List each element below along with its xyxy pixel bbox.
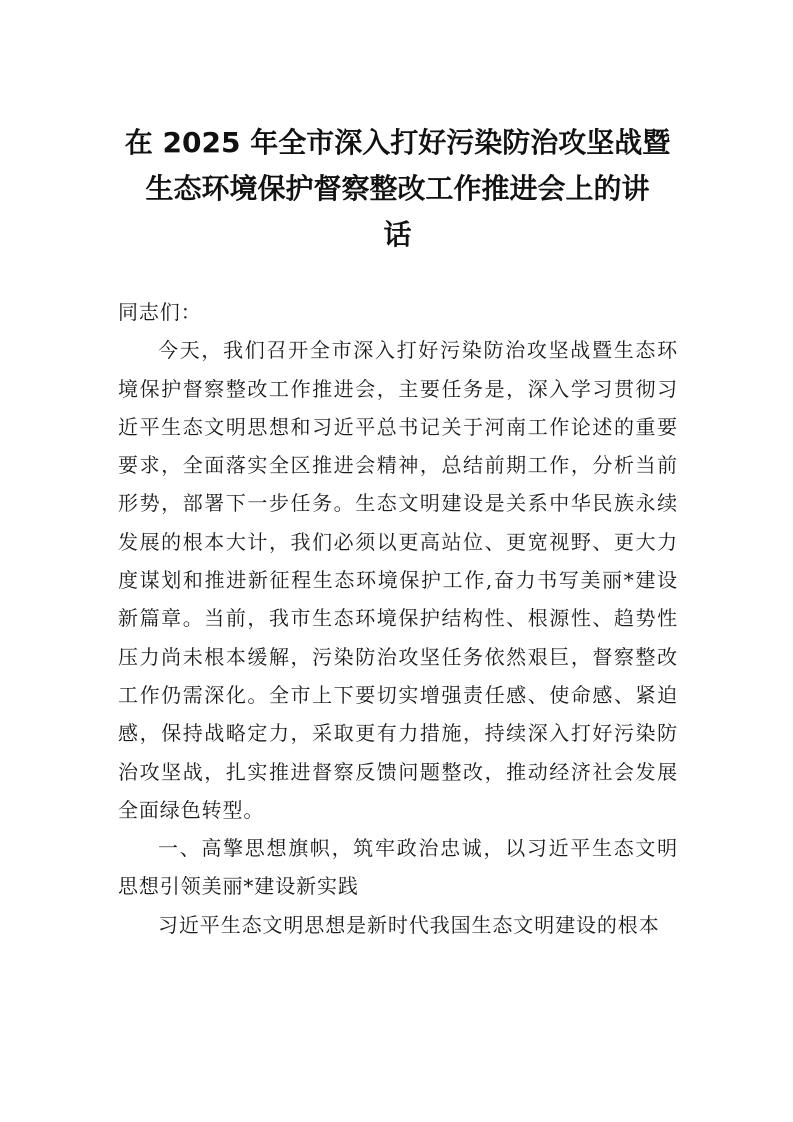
document-title <box>110 120 685 258</box>
title-line-1: 在 2025 年全市深入打好污染防治攻坚战暨 <box>124 126 671 159</box>
title-line-2: 生态环境保护督察整改工作推进会上的讲 <box>145 172 650 205</box>
document-body <box>118 293 678 944</box>
title-line-3: 话 <box>383 218 412 251</box>
section-heading-1: 一、高擎思想旗帜，筑牢政治忠诚，以习近平生态文明思想引领美丽*建设新实践 <box>118 836 678 899</box>
paragraph-intro: 今天，我们召开全市深入打好污染防治攻坚战暨生态环境保护督察整改工作推进会，主要任务是，深入学习贯彻习近平生态文明思想和习近平总书记关于河南工作论述的重要要求，全面落实全区推进会精神，总结前期工作，分析当前形势，部署下一步任务。生态文明建设是关系中华民族永续发展的根本大计，我们必须以更高站位、更宽视野、更大力度谋划和推进新征程生态环境保护工作,奋力书写美丽*建设新篇章。当前，我市生态环境保护结构性、根源性、趋势性压力尚未根本缓解，污染防治攻坚任务依然艰巨，督察整改工作仍需深化。全市上下要切实增强责任感、使命感、紧迫感，保持战略定力，采取更有力措施，持续深入打好污染防治攻坚战，扎实推进督察反馈问题整改，推动经济社会发展全面绿色转型。 <box>118 338 678 822</box>
salutation: 同志们： <box>118 300 202 324</box>
paragraph-section-1: 习近平生态文明思想是新时代我国生态文明建设的根本 <box>158 912 660 937</box>
